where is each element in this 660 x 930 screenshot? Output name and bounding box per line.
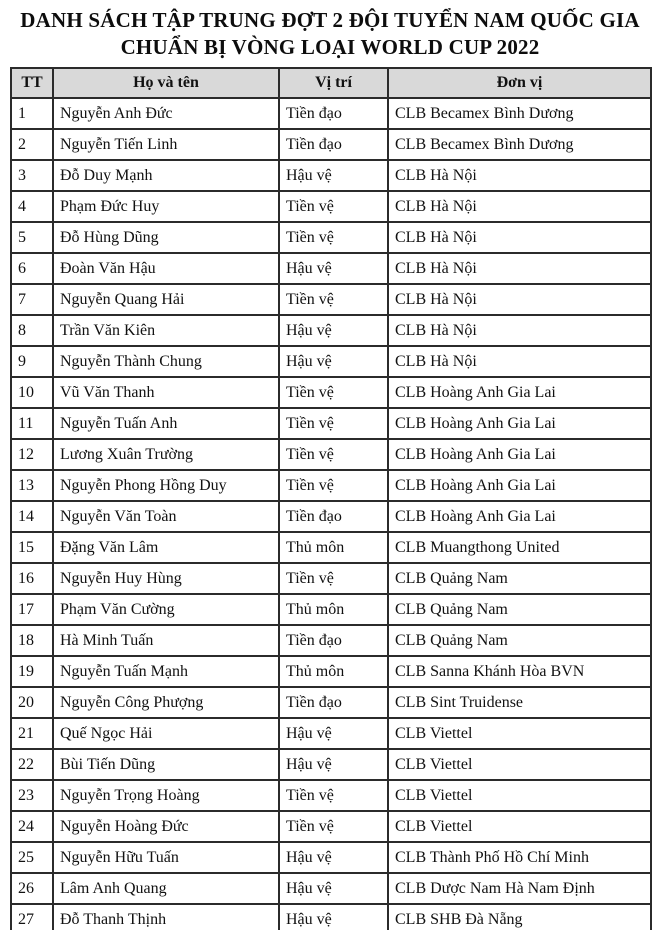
- row-number: 4: [11, 191, 53, 222]
- player-club: CLB Thành Phố Hồ Chí Minh: [388, 842, 651, 873]
- row-number: 20: [11, 687, 53, 718]
- player-club: CLB Quảng Nam: [388, 625, 651, 656]
- player-position: Tiền vệ: [279, 563, 388, 594]
- row-number: 14: [11, 501, 53, 532]
- header-name: Họ và tên: [53, 68, 279, 98]
- table-row: [11, 253, 651, 284]
- player-club: CLB Quảng Nam: [388, 594, 651, 625]
- player-club: CLB Hà Nội: [388, 253, 651, 284]
- player-club: CLB Dược Nam Hà Nam Định: [388, 873, 651, 904]
- player-name: Đoàn Văn Hậu: [53, 253, 279, 284]
- player-position: Thủ môn: [279, 656, 388, 687]
- roster-table-body: [11, 98, 651, 930]
- row-number: 25: [11, 842, 53, 873]
- table-row: [11, 284, 651, 315]
- header-position: Vị trí: [279, 68, 388, 98]
- player-name: Bùi Tiến Dũng: [53, 749, 279, 780]
- row-number: 10: [11, 377, 53, 408]
- table-row: [11, 532, 651, 563]
- player-position: Tiền vệ: [279, 470, 388, 501]
- player-position: Tiền đạo: [279, 129, 388, 160]
- player-name: Vũ Văn Thanh: [53, 377, 279, 408]
- player-club: CLB Hà Nội: [388, 222, 651, 253]
- player-position: Tiền đạo: [279, 687, 388, 718]
- player-position: Thủ môn: [279, 532, 388, 563]
- player-name: Đỗ Thanh Thịnh: [53, 904, 279, 930]
- player-name: Lương Xuân Trường: [53, 439, 279, 470]
- player-position: Tiền vệ: [279, 284, 388, 315]
- player-name: Nguyễn Thành Chung: [53, 346, 279, 377]
- player-club: CLB Becamex Bình Dương: [388, 98, 651, 129]
- table-row: [11, 873, 651, 904]
- table-row: [11, 501, 651, 532]
- player-club: CLB Hà Nội: [388, 191, 651, 222]
- player-position: Hậu vệ: [279, 873, 388, 904]
- row-number: 5: [11, 222, 53, 253]
- player-name: Đặng Văn Lâm: [53, 532, 279, 563]
- player-position: Tiền đạo: [279, 98, 388, 129]
- player-name: Nguyễn Tuấn Mạnh: [53, 656, 279, 687]
- player-club: CLB Hà Nội: [388, 160, 651, 191]
- player-position: Tiền vệ: [279, 408, 388, 439]
- row-number: 3: [11, 160, 53, 191]
- player-club: CLB Hoàng Anh Gia Lai: [388, 408, 651, 439]
- table-row: [11, 377, 651, 408]
- player-position: Hậu vệ: [279, 253, 388, 284]
- row-number: 12: [11, 439, 53, 470]
- table-row: [11, 718, 651, 749]
- row-number: 23: [11, 780, 53, 811]
- player-position: Hậu vệ: [279, 315, 388, 346]
- table-row: [11, 656, 651, 687]
- player-club: CLB Hoàng Anh Gia Lai: [388, 439, 651, 470]
- player-position: Tiền vệ: [279, 191, 388, 222]
- row-number: 1: [11, 98, 53, 129]
- table-row: [11, 98, 651, 129]
- player-position: Thủ môn: [279, 594, 388, 625]
- player-position: Hậu vệ: [279, 346, 388, 377]
- player-name: Nguyễn Trọng Hoàng: [53, 780, 279, 811]
- player-name: Nguyễn Anh Đức: [53, 98, 279, 129]
- page-title: [0, 0, 660, 61]
- player-club: CLB SHB Đà Nẵng: [388, 904, 651, 930]
- header-row: [11, 68, 651, 98]
- table-row: [11, 811, 651, 842]
- table-row: [11, 160, 651, 191]
- player-name: Hà Minh Tuấn: [53, 625, 279, 656]
- page-title-line2: CHUẨN BỊ VÒNG LOẠI WORLD CUP 2022: [120, 35, 540, 59]
- player-position: Hậu vệ: [279, 160, 388, 191]
- row-number: 2: [11, 129, 53, 160]
- table-row: [11, 780, 651, 811]
- header-club: Đơn vị: [388, 68, 651, 98]
- player-position: Tiền đạo: [279, 501, 388, 532]
- player-position: Tiền vệ: [279, 780, 388, 811]
- table-row: [11, 563, 651, 594]
- row-number: 18: [11, 625, 53, 656]
- row-number: 19: [11, 656, 53, 687]
- player-position: Hậu vệ: [279, 842, 388, 873]
- row-number: 16: [11, 563, 53, 594]
- row-number: 22: [11, 749, 53, 780]
- row-number: 8: [11, 315, 53, 346]
- player-club: CLB Hoàng Anh Gia Lai: [388, 470, 651, 501]
- table-row: [11, 842, 651, 873]
- player-name: Phạm Đức Huy: [53, 191, 279, 222]
- table-row: [11, 749, 651, 780]
- row-number: 6: [11, 253, 53, 284]
- player-name: Lâm Anh Quang: [53, 873, 279, 904]
- player-club: CLB Viettel: [388, 718, 651, 749]
- table-row: [11, 470, 651, 501]
- player-club: CLB Hoàng Anh Gia Lai: [388, 501, 651, 532]
- row-number: 26: [11, 873, 53, 904]
- player-name: Nguyễn Tuấn Anh: [53, 408, 279, 439]
- player-club: CLB Viettel: [388, 811, 651, 842]
- player-club: CLB Hà Nội: [388, 346, 651, 377]
- player-position: Tiền vệ: [279, 811, 388, 842]
- player-club: CLB Sint Truidense: [388, 687, 651, 718]
- player-name: Đỗ Duy Mạnh: [53, 160, 279, 191]
- table-row: [11, 346, 651, 377]
- player-name: Nguyễn Văn Toàn: [53, 501, 279, 532]
- player-name: Nguyễn Hoàng Đức: [53, 811, 279, 842]
- table-row: [11, 594, 651, 625]
- player-name: Nguyễn Hữu Tuấn: [53, 842, 279, 873]
- table-row: [11, 222, 651, 253]
- player-position: Hậu vệ: [279, 904, 388, 930]
- table-header: [11, 68, 651, 98]
- player-club: CLB Hà Nội: [388, 284, 651, 315]
- player-club: CLB Becamex Bình Dương: [388, 129, 651, 160]
- player-name: Nguyễn Công Phượng: [53, 687, 279, 718]
- player-name: Quế Ngọc Hải: [53, 718, 279, 749]
- table-row: [11, 687, 651, 718]
- row-number: 17: [11, 594, 53, 625]
- player-name: Đỗ Hùng Dũng: [53, 222, 279, 253]
- player-position: Tiền đạo: [279, 625, 388, 656]
- table-row: [11, 408, 651, 439]
- row-number: 13: [11, 470, 53, 501]
- player-position: Tiền vệ: [279, 222, 388, 253]
- table-row: [11, 625, 651, 656]
- player-position: Tiền vệ: [279, 439, 388, 470]
- player-position: Tiền vệ: [279, 377, 388, 408]
- table-row: [11, 191, 651, 222]
- row-number: 24: [11, 811, 53, 842]
- row-number: 21: [11, 718, 53, 749]
- table-row: [11, 315, 651, 346]
- player-club: CLB Viettel: [388, 780, 651, 811]
- player-name: Nguyễn Huy Hùng: [53, 563, 279, 594]
- player-name: Trần Văn Kiên: [53, 315, 279, 346]
- player-club: CLB Viettel: [388, 749, 651, 780]
- player-name: Phạm Văn Cường: [53, 594, 279, 625]
- player-club: CLB Hoàng Anh Gia Lai: [388, 377, 651, 408]
- player-name: Nguyễn Tiến Linh: [53, 129, 279, 160]
- player-club: CLB Sanna Khánh Hòa BVN: [388, 656, 651, 687]
- row-number: 27: [11, 904, 53, 930]
- table-row: [11, 439, 651, 470]
- player-club: CLB Hà Nội: [388, 315, 651, 346]
- player-position: Hậu vệ: [279, 718, 388, 749]
- row-number: 11: [11, 408, 53, 439]
- row-number: 15: [11, 532, 53, 563]
- page-title-line1: DANH SÁCH TẬP TRUNG ĐỢT 2 ĐỘI TUYỂN NAM QUỐC GIA: [20, 8, 640, 32]
- table-row: [11, 129, 651, 160]
- row-number: 9: [11, 346, 53, 377]
- player-club: CLB Quảng Nam: [388, 563, 651, 594]
- player-roster-table: [10, 67, 652, 930]
- player-name: Nguyễn Quang Hải: [53, 284, 279, 315]
- header-tt: TT: [11, 68, 53, 98]
- player-club: CLB Muangthong United: [388, 532, 651, 563]
- player-position: Hậu vệ: [279, 749, 388, 780]
- table-row: [11, 904, 651, 930]
- row-number: 7: [11, 284, 53, 315]
- player-name: Nguyễn Phong Hồng Duy: [53, 470, 279, 501]
